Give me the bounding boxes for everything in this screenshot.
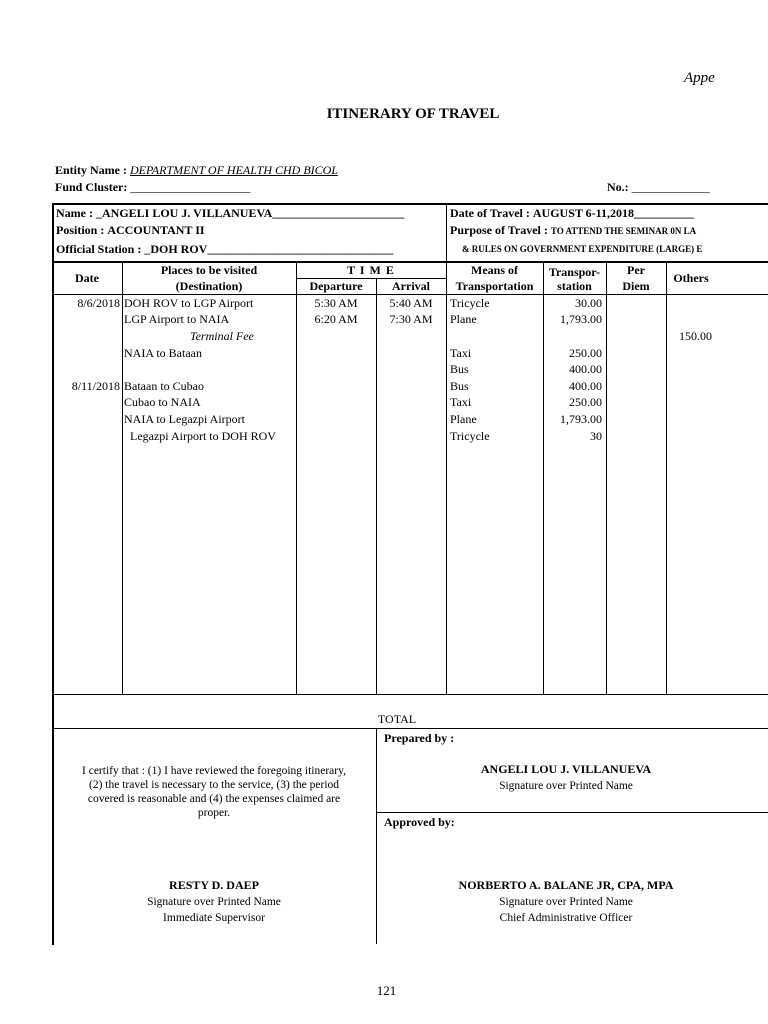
- number-label: No.:: [607, 180, 629, 194]
- cell-place: LGP Airport to NAIA: [124, 312, 230, 326]
- header-others: Others: [673, 271, 709, 285]
- cell-date: 8/11/2018: [71, 379, 120, 393]
- cell-transpo: 30: [590, 429, 602, 443]
- name-value: _ANGELI LOU J. VILLANUEVA______________________: [95, 206, 405, 220]
- position-row: [56, 222, 205, 238]
- cell-arr: 7:30 AM: [389, 312, 433, 326]
- certification-text: [56, 764, 372, 820]
- position-label: Position :: [56, 223, 105, 237]
- official-station-label: Official Station :: [56, 242, 142, 256]
- prepared-by-name: ANGELI LOU J. VILLANUEVA: [480, 762, 652, 776]
- cell-place: NAIA to Legazpi Airport: [124, 412, 245, 426]
- header-time: T I M E: [347, 263, 395, 277]
- header-places-1: Places to be visited: [160, 263, 258, 277]
- cell-means: Bus: [450, 379, 469, 393]
- cell-means: Tricycle: [450, 429, 490, 443]
- approved-by-caption: Signature over Printed Name: [499, 896, 633, 908]
- cell-means: Tricycle: [450, 296, 490, 310]
- header-places-2: (Destination): [175, 279, 243, 293]
- cell-place: Terminal Fee: [190, 329, 254, 343]
- fund-cluster-label: Fund Cluster:: [55, 180, 128, 194]
- entity-name-value: DEPARTMENT OF HEALTH CHD BICOL: [130, 163, 339, 177]
- cell-transpo: 400.00: [569, 379, 602, 393]
- cell-place: Bataan to Cubao: [124, 379, 204, 393]
- number-row: [607, 180, 710, 195]
- table-bottom-border: [52, 694, 768, 695]
- total-bottom-border: [52, 728, 768, 729]
- cell-means: Plane: [450, 412, 477, 426]
- purpose-label: Purpose of Travel :: [450, 223, 548, 237]
- cell-place: NAIA to Bataan: [124, 346, 202, 360]
- col-line-date: [122, 262, 123, 695]
- cell-transpo: 250.00: [569, 346, 602, 360]
- cell-place: Legazpi Airport to DOH ROV: [130, 429, 276, 443]
- fund-cluster-value: ____________________: [130, 180, 251, 194]
- prepared-by-caption: Signature over Printed Name: [499, 780, 633, 792]
- certify-line-2: (2) the travel is necessary to the service, (3) the period: [88, 779, 340, 791]
- supervisor-name: RESTY D. DAEP: [169, 878, 259, 892]
- header-means-2: Transportation: [455, 279, 534, 293]
- entity-name-row: [55, 163, 338, 178]
- purpose-line-2: & RULES ON GOVERNMENT EXPENDITURE (LARGE) E: [462, 244, 703, 254]
- header-date: Date: [75, 271, 99, 285]
- cell-dep: 6:20 AM: [314, 312, 358, 326]
- header-perdiem-1: Per: [627, 263, 645, 277]
- cell-transpo: 1,793.00: [560, 412, 602, 426]
- cell-means: Bus: [450, 362, 469, 376]
- header-transpo-1: Transpor-: [548, 265, 601, 279]
- header-means-1: Means of: [471, 263, 518, 277]
- cell-transpo: 250.00: [569, 395, 602, 409]
- certify-line-1: I certify that : (1) I have reviewed the foregoing itinerary,: [82, 765, 346, 777]
- supervisor-caption: Signature over Printed Name: [147, 896, 281, 908]
- col-line-departure: [376, 279, 377, 695]
- cell-date: 8/6/2018: [77, 296, 120, 310]
- form-left-border: [52, 203, 54, 945]
- cell-means: Plane: [450, 312, 477, 326]
- approved-by-label: Approved by:: [384, 815, 455, 829]
- page-number: 121: [376, 983, 397, 998]
- name-label: Name :: [56, 206, 93, 220]
- official-station-row: [56, 241, 393, 257]
- col-line-arrival: [446, 262, 447, 695]
- approved-by-title: Chief Administrative Officer: [499, 912, 633, 924]
- cell-transpo: 30.00: [575, 296, 602, 310]
- purpose-row: [450, 222, 696, 239]
- entity-name-label: Entity Name :: [55, 163, 127, 177]
- fund-cluster-row: [55, 180, 250, 195]
- cell-arr: 5:40 AM: [389, 296, 433, 310]
- number-value: _____________: [631, 180, 710, 194]
- header-perdiem-2: Diem: [622, 279, 650, 293]
- certify-line-3: covered is reasonable and (4) the expenses claimed are: [87, 793, 341, 805]
- purpose-value: TO ATTEND THE SEMINAR 0N LA: [550, 226, 697, 236]
- prepared-bottom-border: [376, 812, 768, 813]
- supervisor-title: Immediate Supervisor: [163, 912, 265, 924]
- prepared-by-label: Prepared by :: [384, 731, 455, 745]
- info-divider: [446, 203, 447, 262]
- header-transpo-2: station: [557, 279, 592, 293]
- official-station-value: _DOH ROV_______________________________: [144, 242, 394, 256]
- certify-line-4: proper.: [197, 807, 231, 819]
- cell-transpo: 1,793.00: [560, 312, 602, 326]
- position-value: ACCOUNTANT II: [107, 223, 205, 237]
- cell-means: Taxi: [450, 346, 472, 360]
- document-title: ITINERARY OF TRAVEL: [326, 106, 500, 122]
- approved-by-name: NORBERTO A. BALANE JR, CPA, MPA: [458, 878, 674, 892]
- cell-dep: 5:30 AM: [314, 296, 358, 310]
- header-arrival: Arrival: [392, 279, 430, 293]
- appendix-label: Appe: [684, 70, 715, 86]
- date-of-travel-value: AUGUST 6-11,2018__________: [532, 206, 695, 220]
- cell-means: Taxi: [450, 395, 472, 409]
- header-departure: Departure: [309, 279, 363, 293]
- cell-others: 150.00: [679, 329, 712, 343]
- cell-place: Cubao to NAIA: [124, 395, 201, 409]
- total-label: TOTAL: [377, 712, 417, 726]
- col-line-perdiem: [666, 262, 667, 695]
- cell-place: DOH ROV to LGP Airport: [124, 296, 254, 310]
- cell-transpo: 400.00: [569, 362, 602, 376]
- date-of-travel-row: [450, 205, 694, 221]
- col-line-transpo: [606, 262, 607, 695]
- name-row: [56, 205, 404, 221]
- date-of-travel-label: Date of Travel :: [450, 206, 530, 220]
